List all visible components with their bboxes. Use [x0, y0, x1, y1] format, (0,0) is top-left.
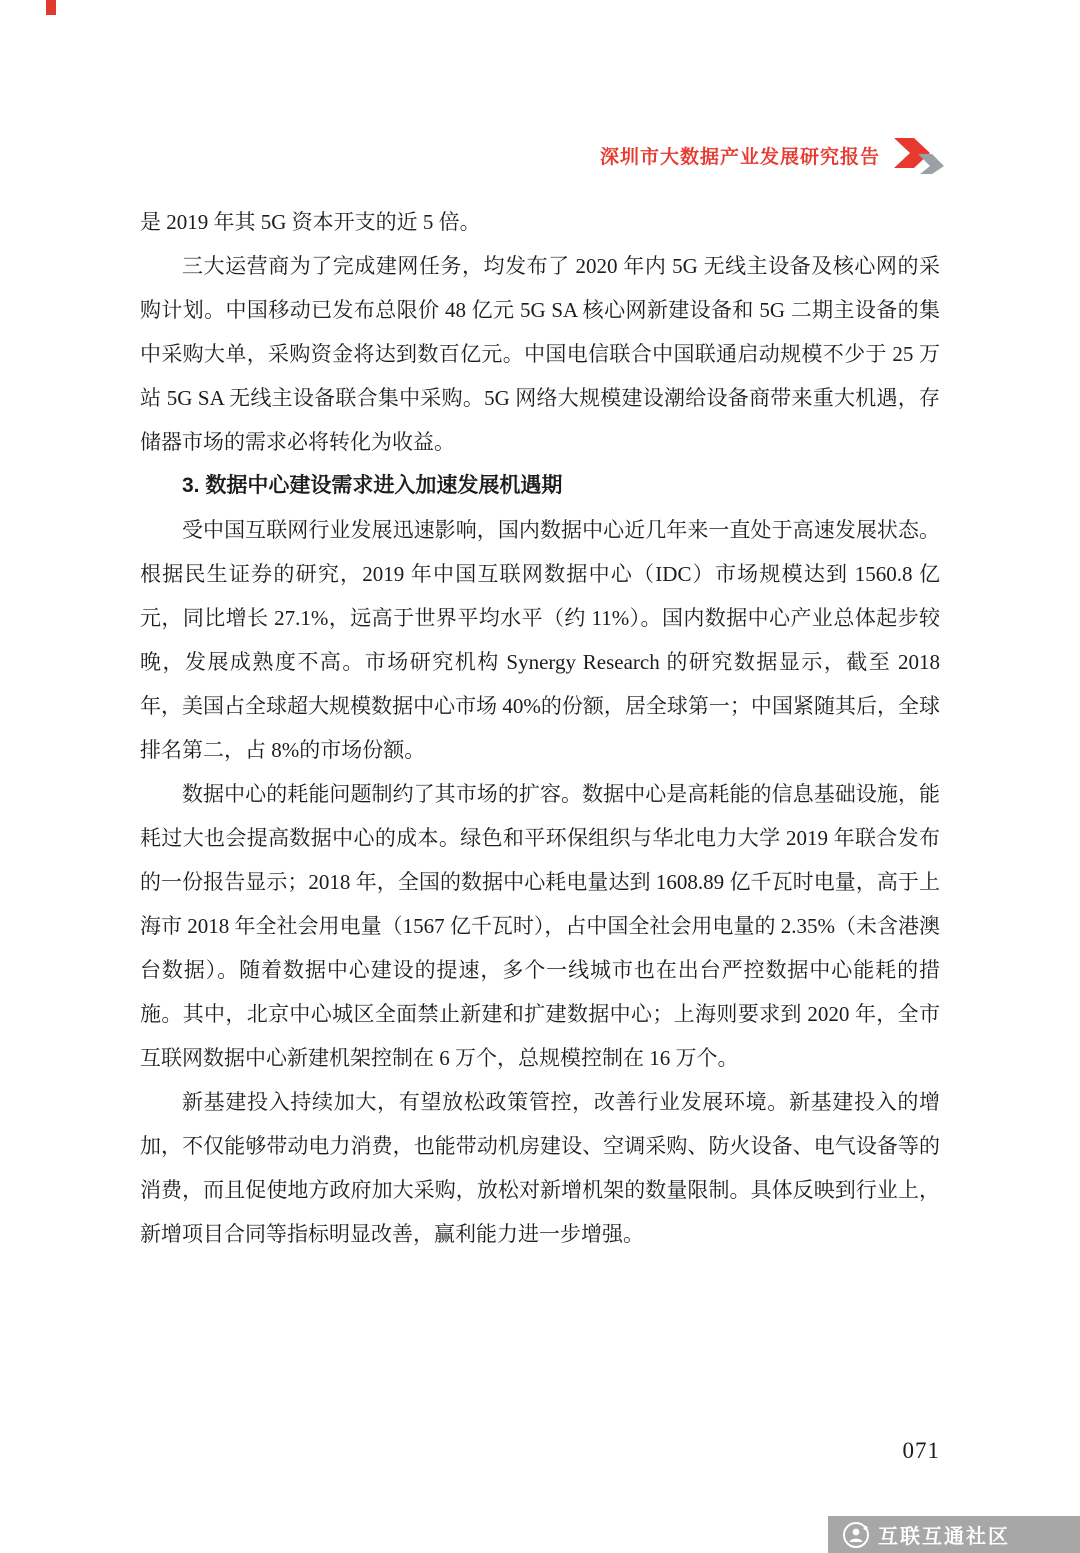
paragraph: 数据中心的耗能问题制约了其市场的扩容。数据中心是高耗能的信息基础设施，能耗过大也会提高数据中心的成本。绿色和平环保组织与华北电力大学 2019 年联合发布的一份报告显示；2018 年，全国的数据中心耗电量达到 1608.89 亿千瓦时电量，高于上海市 2018 年全社会用电量（1567 亿千瓦时），占中国全社会用电量的 2.35%（未含港澳台数据）。随着数据中心建设的提速，多个一线城市也在出台严控数据中心能耗的措施。其中，北京中心城区全面禁止新建和扩建数据中心；上海则要求到 2020 年，全市互联网数据中心新建机架控制在 6 万个，总规模控制在 16 万个。 [140, 782, 940, 1070]
paragraph: 受中国互联网行业发展迅速影响，国内数据中心近几年来一直处于高速发展状态。根据民生证券的研究，2019 年中国互联网数据中心（IDC）市场规模达到 1560.8 亿元，同比增长 27.1%，远高于世界平均水平（约 11%）。国内数据中心产业总体起步较晚，发展成熟度不高。市场研究机构 Synergy Research 的研究数据显示，截至 2018 年，美国占全球超大规模数据中心市场 40%的份额，居全球第一；中国紧随其后，全球排名第二，占 8%的市场份额。 [140, 518, 940, 762]
paragraph: 三大运营商为了完成建网任务，均发布了 2020 年内 5G 无线主设备及核心网的采购计划。中国移动已发布总限价 48 亿元 5G SA 核心网新建设备和 5G 二期主设备的集中采购大单，采购资金将达到数百亿元。中国电信联合中国联通启动规模不少于 25 万站 5G SA 无线主设备联合集中采购。5G 网络大规模建设潮给设备商带来重大机遇，存储器市场的需求必将转化为收益。 [140, 254, 940, 454]
red-corner-mark [46, 0, 56, 15]
paragraph: 新基建投入持续加大，有望放松政策管控，改善行业发展环境。新基建投入的增加，不仅能够带动电力消费，也能带动机房建设、空调采购、防火设备、电气设备等的消费，而且促使地方政府加大采购，放松对新增机架的数量限制。具体反映到行业上，新增项目合同等指标明显改善，赢利能力进一步增强。 [140, 1090, 940, 1246]
report-title: 深圳市大数据产业发展研究报告 [599, 146, 880, 168]
report-logo-icon [890, 136, 946, 174]
watermark-text: 互联互通社区 [878, 1526, 1010, 1548]
page-header [600, 136, 946, 174]
section-heading: 3. 数据中心建设需求进入加速发展机遇期 [182, 474, 563, 497]
community-logo-icon [842, 1521, 870, 1549]
page-content [140, 200, 940, 1256]
watermark-bar [828, 1516, 1080, 1553]
paragraph-continuation: 是 2019 年其 5G 资本开支的近 5 倍。 [140, 210, 481, 234]
page-number: 071 [902, 1438, 940, 1463]
